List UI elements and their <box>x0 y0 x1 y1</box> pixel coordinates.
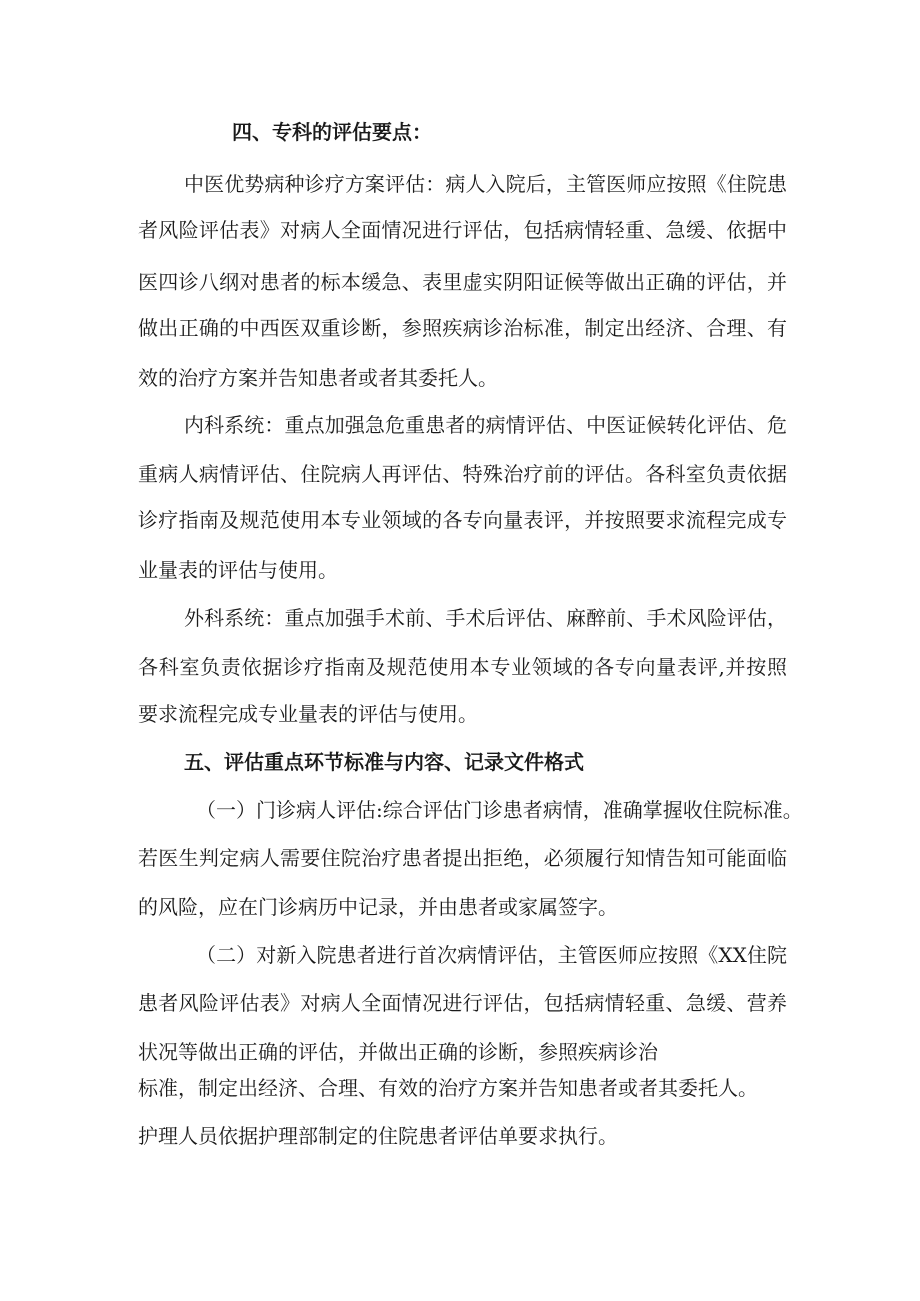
paragraph-line: 业量表的评估与使用。 <box>138 558 338 582</box>
paragraph-line: 状况等做出正确的评估，并做出正确的诊断，参照疾病诊治 <box>138 1040 658 1064</box>
paragraph-line: 外科系统：重点加强手术前、手术后评估、麻醉前、手术风险评估， <box>184 606 787 630</box>
paragraph-line: 的风险，应在门诊病历中记录，并由患者或家属签字。 <box>138 895 618 919</box>
paragraph-line: 医四诊八纲对患者的标本缓急、表里虚实阴阳证候等做出正确的评估，并 <box>138 270 787 294</box>
paragraph-line: 患者风险评估表》对病人全面情况进行评估，包括病情轻重、急缓、营养 <box>138 991 787 1015</box>
section-4-heading: 四、专科的评估要点： <box>232 120 432 144</box>
paragraph-line: 诊疗指南及规范使用本专业领域的各专向量表评，并按照要求流程完成专 <box>138 508 787 532</box>
paragraph-line: 要求流程完成专业量表的评估与使用。 <box>138 702 478 726</box>
section-5-paragraph-3: 护理人员依据护理部制定的住院患者评估单要求执行。 <box>138 1124 618 1148</box>
paragraph-line: 标准，制定出经济、合理、有效的治疗方案并告知患者或者其委托人。 <box>138 1076 758 1100</box>
paragraph-line: （一）门诊病人评估:综合评估门诊患者病情，准确掌握收住院标准。 <box>196 798 803 822</box>
paragraph-line: 内科系统：重点加强急危重患者的病情评估、中医证候转化评估、危 <box>184 413 787 437</box>
paragraph-line: 做出正确的中西医双重诊断，参照疾病诊治标准，制定出经济、合理、有 <box>138 316 787 340</box>
paragraph-line: 者风险评估表》对病人全面情况进行评估，包括病情轻重、急缓、依据中 <box>138 218 787 242</box>
section-5-heading: 五、评估重点环节标准与内容、记录文件格式 <box>184 750 584 774</box>
paragraph-line: 若医生判定病人需要住院治疗患者提出拒绝，必须履行知情告知可能面临 <box>138 846 787 870</box>
paragraph-line: 效的治疗方案并告知患者或者其委托人。 <box>138 366 498 390</box>
paragraph-line: 中医优势病种诊疗方案评估：病人入院后，主管医师应按照《住院患 <box>184 172 787 196</box>
paragraph-line: （二）对新入院患者进行首次病情评估，主管医师应按照《XX住院 <box>196 943 787 967</box>
paragraph-line: 各科室负责依据诊疗指南及规范使用本专业领域的各专向量表评,并按照 <box>138 655 787 679</box>
paragraph-line: 重病人病情评估、住院病人再评估、特殊治疗前的评估。各科室负责依据 <box>138 462 787 486</box>
